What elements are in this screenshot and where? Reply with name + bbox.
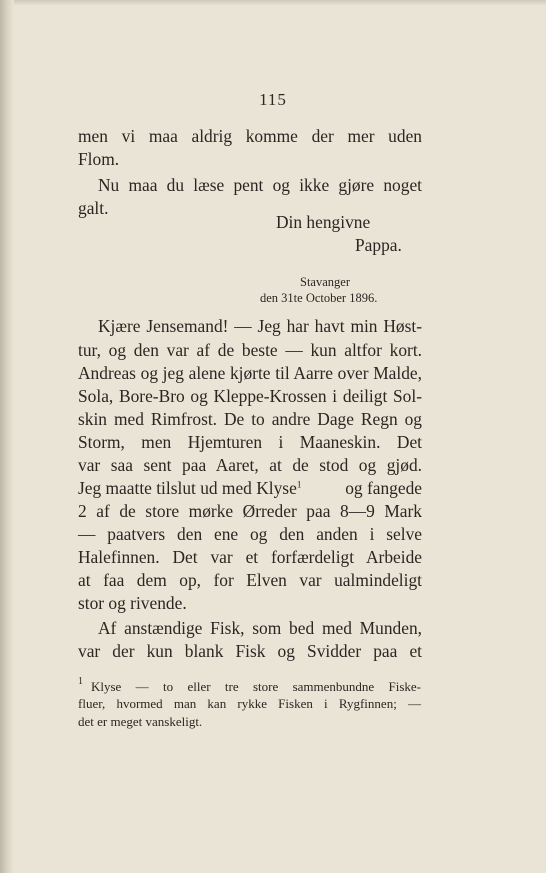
page-number: 115	[259, 90, 287, 109]
letter-line-with-note	[78, 480, 422, 497]
body-line: galt.	[78, 198, 109, 218]
letter-line: at faa dem op, for Elven var ualmindeligt	[78, 570, 422, 590]
letter-line: Af anstændige Fisk, som bed med Munden,	[98, 618, 422, 638]
body-line: Flom.	[78, 149, 120, 169]
dateline-date: den 31te October 1896.	[260, 291, 378, 305]
signature: Pappa.	[355, 235, 402, 255]
letter-line: skin med Rimfrost. De to andre Dage Regn og	[78, 409, 422, 429]
letter-line: Kjære Jensemand! — Jeg har havt min Høst-	[98, 316, 422, 336]
letter-text: Jeg maatte tilslut ud med Klyse	[78, 478, 297, 498]
letter-line: tur, og den var af de beste — kun altfor kort.	[78, 340, 422, 360]
footnote-line: fluer, hvormed man kan rykke Fisken i Rygfinnen; —	[78, 696, 421, 711]
letter-line: 2 af de store mørke Ørreder paa 8—9 Mark	[78, 501, 422, 521]
letter-line: var saa sent paa Aaret, at de stod og gjød.	[78, 455, 422, 475]
binding-shadow	[0, 0, 14, 873]
body-line: men vi maa aldrig komme der mer uden	[78, 126, 422, 146]
letter-text: og fangede	[345, 478, 422, 498]
letter-line: Storm, men Hjemturen i Maaneskin. Det	[78, 432, 422, 452]
letter-line-part	[78, 480, 302, 497]
letter-line: stor og rivende.	[78, 593, 187, 613]
footnote-ref: 1	[296, 479, 302, 491]
footnote-marker: 1	[78, 676, 83, 687]
letter-line: Halefinnen. Det var et forfærdeligt Arbeide	[78, 547, 422, 567]
body-line: Nu maa du læse pent og ikke gjøre noget	[98, 175, 422, 195]
page-top-edge	[0, 0, 546, 6]
footnote-text: Klyse — to eller tre store sammenbundne Fiske-	[91, 679, 421, 694]
letter-line: var der kun blank Fisk og Svidder paa et	[78, 641, 422, 661]
footnote-line: det er meget vanskeligt.	[78, 714, 203, 729]
letter-line: Andreas og jeg alene kjørte til Aarre over Malde,	[78, 363, 422, 383]
letter-line: Sola, Bore-Bro og Kleppe-Krossen i deiligt Sol-	[78, 386, 422, 406]
dateline-place: Stavanger	[300, 275, 350, 289]
letter-line: — paatvers den ene og den anden i selve	[78, 524, 422, 544]
footnote-line	[78, 676, 421, 694]
signoff-line: Din hengivne	[276, 212, 371, 232]
